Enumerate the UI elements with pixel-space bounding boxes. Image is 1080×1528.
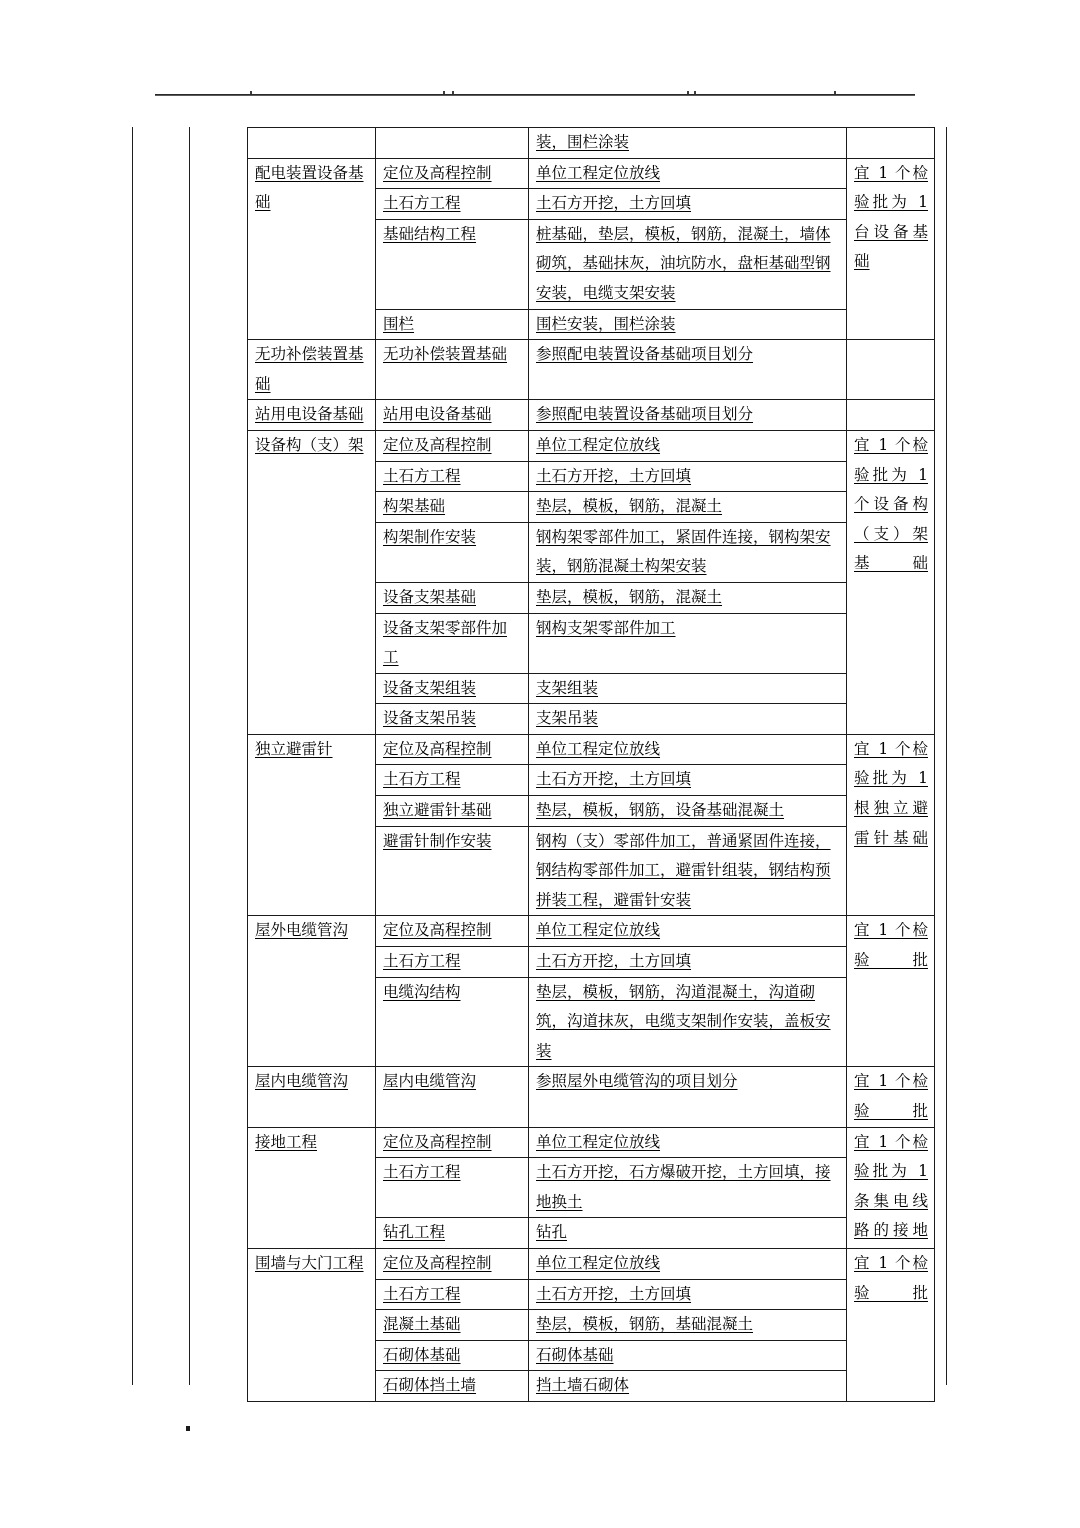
cell-text: 钻孔 [536, 1223, 568, 1242]
page-header [155, 72, 915, 102]
cell-note-dlblz [847, 734, 935, 916]
cell-content [529, 461, 847, 492]
cell-text: 土石方工程 [383, 194, 461, 213]
cell-content [529, 734, 847, 765]
cell-item [376, 1248, 529, 1279]
cell-item [376, 1279, 529, 1310]
header-divider-rule [155, 94, 915, 96]
note-line: 宜 1 个检 [854, 739, 928, 758]
note-line: 台设备基 [854, 222, 928, 241]
cell-text: 土石方开挖，石方爆破开挖，土方回填，接地换土 [536, 1163, 831, 1211]
cell-item [376, 613, 529, 673]
cell-text: 土石方开挖，土方回填 [536, 1284, 692, 1303]
cell-text: 钢构支架零部件加工 [536, 618, 676, 637]
cell-note-carryover [847, 128, 935, 159]
cell-text: 土石方开挖，土方回填 [536, 952, 692, 971]
cell-content [529, 492, 847, 523]
cell-content-carryover [529, 128, 847, 159]
cell-item [376, 673, 529, 704]
cell-text: 参照配电装置设备基础项目划分 [536, 405, 754, 424]
note-line: 宜 1 个检 [854, 163, 928, 182]
cell-text: 单位工程定位放线 [536, 921, 661, 940]
cell-text: 单位工程定位放线 [536, 163, 661, 182]
note-line: 宜 1 个检 [854, 921, 928, 940]
cell-text: 设备支架吊装 [383, 709, 477, 728]
cell-text: 桩基础，垫层，模板，钢筋，混凝土，墙体砌筑，基础抹灰，油坑防水，盘柜基础型钢安装，电缆支架安装 [536, 224, 831, 302]
cell-text: 装，围栏涂装 [536, 133, 630, 151]
cell-text: 定位及高程控制 [383, 739, 492, 758]
cell-content [529, 916, 847, 947]
cell-content [529, 673, 847, 704]
cell-text: 定位及高程控制 [383, 1253, 492, 1272]
cell-content [529, 400, 847, 431]
cell-content [529, 309, 847, 340]
cell-content [529, 340, 847, 400]
cell-text: 围栏 [383, 314, 415, 333]
cell-text: 屋内电缆管沟 [383, 1072, 477, 1091]
note-line: 验批 [854, 1283, 928, 1302]
cell-content [529, 1127, 847, 1158]
cell-content [529, 947, 847, 978]
note-line: 雷针基础 [854, 828, 928, 847]
note-line: 路的接地 [854, 1221, 928, 1240]
cell-text: 垫层，模板，钢筋，沟道混凝土，沟道砌筑，沟道抹灰，电缆支架制作安装，盖板安装 [536, 982, 831, 1060]
cell-item [376, 765, 529, 796]
cell-content [529, 430, 847, 461]
table-row [248, 916, 935, 947]
cell-text: 土石方开挖，土方回填 [536, 466, 692, 485]
header-artifact-marks [155, 72, 915, 94]
cell-text: 土石方开挖，土方回填 [536, 770, 692, 789]
cell-item [376, 947, 529, 978]
cell-item [376, 582, 529, 613]
note-line: 验批为 1 [854, 769, 928, 788]
note-line: 根独立避 [854, 799, 928, 818]
cell-text: 支架吊装 [536, 709, 599, 728]
cell-text: 定位及高程控制 [383, 435, 492, 454]
cell-item [376, 309, 529, 340]
cell-item [376, 430, 529, 461]
cell-item [376, 492, 529, 523]
cell-text: 构架基础 [383, 497, 446, 516]
cell-text: 土石方工程 [383, 1284, 461, 1303]
cell-item [376, 1158, 529, 1218]
note-line: 验批为 1 [854, 465, 928, 484]
cell-division-pdzz [248, 158, 376, 340]
cell-content [529, 1310, 847, 1341]
cell-text: 钢构架零部件加工，紧固件连接，钢构架安装，钢筋混凝土构架安装 [536, 527, 831, 576]
cell-item [376, 916, 529, 947]
cell-item [376, 1067, 529, 1127]
cell-division-sbgzj [248, 430, 376, 734]
cell-text: 单位工程定位放线 [536, 435, 661, 454]
cell-text: 垫层，模板，钢筋，基础混凝土 [536, 1315, 754, 1334]
cell-content [529, 796, 847, 827]
cell-text: 土石方工程 [383, 952, 461, 971]
note-line: 验批 [854, 951, 928, 970]
continued-column-rule-left-1 [132, 127, 133, 1385]
cell-item [376, 189, 529, 220]
cell-item [376, 1310, 529, 1341]
cell-item [376, 1218, 529, 1249]
table-row [248, 430, 935, 461]
cell-text: 设备支架组装 [383, 678, 477, 697]
cell-content [529, 1067, 847, 1127]
cell-text: 土石方工程 [383, 1163, 461, 1182]
cell-item [376, 704, 529, 735]
cell-text: 土石方工程 [383, 770, 461, 789]
cell-division-dlblz [248, 734, 376, 916]
cell-division-wgbc [248, 340, 376, 400]
cell-text: 石砌体挡土墙 [383, 1376, 477, 1395]
table-row [248, 400, 935, 431]
table-row [248, 734, 935, 765]
cell-item [376, 1340, 529, 1371]
cell-item [376, 400, 529, 431]
cell-note-jdgc [847, 1127, 935, 1248]
note-line: 础 [854, 252, 870, 271]
cell-content [529, 1218, 847, 1249]
cell-content [529, 158, 847, 189]
cell-content [529, 1279, 847, 1310]
cell-content [529, 765, 847, 796]
cell-text: 站用电设备基础 [383, 405, 492, 424]
cell-note-wqdm [847, 1248, 935, 1401]
cell-text: 设备支架基础 [383, 587, 477, 606]
cell-item [376, 1127, 529, 1158]
cell-content [529, 977, 847, 1067]
note-line: 宜 1 个检 [854, 1132, 928, 1151]
cell-text: 定位及高程控制 [383, 921, 492, 940]
cell-text: 设备支架零部件加工 [383, 618, 508, 667]
continued-column-rule-right [946, 127, 947, 1385]
cell-text: 独立避雷针 [255, 739, 333, 758]
cell-content [529, 582, 847, 613]
note-line: 条集电线 [854, 1191, 928, 1210]
cell-text: 基础结构工程 [383, 224, 477, 243]
cell-item [376, 158, 529, 189]
project-breakdown-table [247, 127, 935, 1402]
cell-note-wgbc [847, 340, 935, 400]
cell-content [529, 522, 847, 582]
cell-item [376, 340, 529, 400]
cell-text: 单位工程定位放线 [536, 739, 661, 758]
continued-column-rule-left-2 [189, 127, 190, 1385]
cell-note-wndlgg [847, 1067, 935, 1127]
cell-text: 站用电设备基础 [255, 405, 364, 424]
cell-text: 构架制作安装 [383, 527, 477, 546]
cell-content [529, 189, 847, 220]
cell-content [529, 219, 847, 309]
project-breakdown-table-wrap [247, 127, 934, 1402]
table-row [248, 1067, 935, 1127]
note-line: 宜 1 个检 [854, 1072, 928, 1091]
cell-note-pdzz [847, 158, 935, 340]
cell-text: 挡土墙石砌体 [536, 1376, 630, 1395]
note-line: （支）架 [854, 524, 928, 543]
note-line: 基础 [854, 554, 928, 573]
footer-artifact-dot [186, 1426, 190, 1431]
table-row [248, 1248, 935, 1279]
note-line: 验批为 1 [854, 1162, 928, 1181]
cell-division-wndlgg [248, 1067, 376, 1127]
cell-content [529, 826, 847, 916]
cell-text: 配电装置设备基础 [255, 163, 364, 212]
table-row [248, 340, 935, 400]
cell-content [529, 1158, 847, 1218]
cell-text: 钻孔工程 [383, 1223, 446, 1242]
table-row [248, 128, 935, 159]
cell-text: 电缆沟结构 [383, 982, 461, 1001]
note-line: 验批 [854, 1102, 928, 1120]
cell-item [376, 522, 529, 582]
cell-item [376, 219, 529, 309]
cell-item [376, 977, 529, 1067]
cell-text: 垫层，模板，钢筋，混凝土 [536, 497, 723, 516]
cell-text: 围墙与大门工程 [255, 1253, 364, 1272]
cell-text: 单位工程定位放线 [536, 1132, 661, 1151]
cell-text: 垫层，模板，钢筋，设备基础混凝土 [536, 801, 785, 820]
note-line: 宜 1 个检 [854, 435, 928, 454]
cell-text: 设备构（支）架 [255, 435, 364, 454]
cell-item-carryover [376, 128, 529, 159]
cell-text: 土石方工程 [383, 466, 461, 485]
cell-item [376, 1371, 529, 1402]
cell-text: 单位工程定位放线 [536, 1253, 661, 1272]
cell-content [529, 613, 847, 673]
cell-text: 参照配电装置设备基础项目划分 [536, 345, 754, 364]
cell-text: 屋内电缆管沟 [255, 1072, 349, 1091]
cell-content [529, 1248, 847, 1279]
cell-text: 土石方开挖，土方回填 [536, 194, 692, 213]
cell-text: 无功补偿装置基础 [255, 345, 364, 393]
cell-text: 混凝土基础 [383, 1315, 461, 1334]
note-line: 个设备构 [854, 495, 928, 514]
cell-text: 无功补偿装置基础 [383, 345, 508, 364]
cell-text: 独立避雷针基础 [383, 801, 492, 820]
cell-text: 定位及高程控制 [383, 1132, 492, 1151]
cell-item [376, 461, 529, 492]
note-line: 宜 1 个检 [854, 1253, 928, 1272]
cell-note-sbgzj [847, 430, 935, 734]
cell-item [376, 796, 529, 827]
cell-text: 接地工程 [255, 1132, 318, 1151]
cell-text: 屋外电缆管沟 [255, 921, 349, 940]
cell-text: 石砌体基础 [536, 1345, 614, 1364]
cell-division-jdgc [248, 1127, 376, 1248]
cell-note-wwdlgg [847, 916, 935, 1067]
cell-text: 钢构（支）零部件加工，普通紧固件连接，钢结构零部件加工，避雷针组装，钢结构预拼装工程，避雷针安装 [536, 831, 831, 909]
cell-text: 避雷针制作安装 [383, 831, 492, 850]
table-row [248, 1127, 935, 1158]
cell-text: 定位及高程控制 [383, 163, 492, 182]
cell-text: 石砌体基础 [383, 1345, 461, 1364]
cell-text: 支架组装 [536, 678, 599, 697]
cell-text: 垫层，模板，钢筋，混凝土 [536, 587, 723, 606]
cell-content [529, 1340, 847, 1371]
cell-item [376, 734, 529, 765]
note-line: 验批为 1 [854, 193, 928, 212]
cell-text: 围栏安装，围栏涂装 [536, 314, 676, 333]
cell-item [376, 826, 529, 916]
cell-note-zydsb [847, 400, 935, 431]
cell-text: 参照屋外电缆管沟的项目划分 [536, 1072, 738, 1091]
cell-division-wqdm [248, 1248, 376, 1401]
table-row [248, 158, 935, 189]
cell-division-carryover [248, 128, 376, 159]
cell-content [529, 704, 847, 735]
cell-division-wwdlgg [248, 916, 376, 1067]
cell-division-zydsb [248, 400, 376, 431]
cell-content [529, 1371, 847, 1402]
